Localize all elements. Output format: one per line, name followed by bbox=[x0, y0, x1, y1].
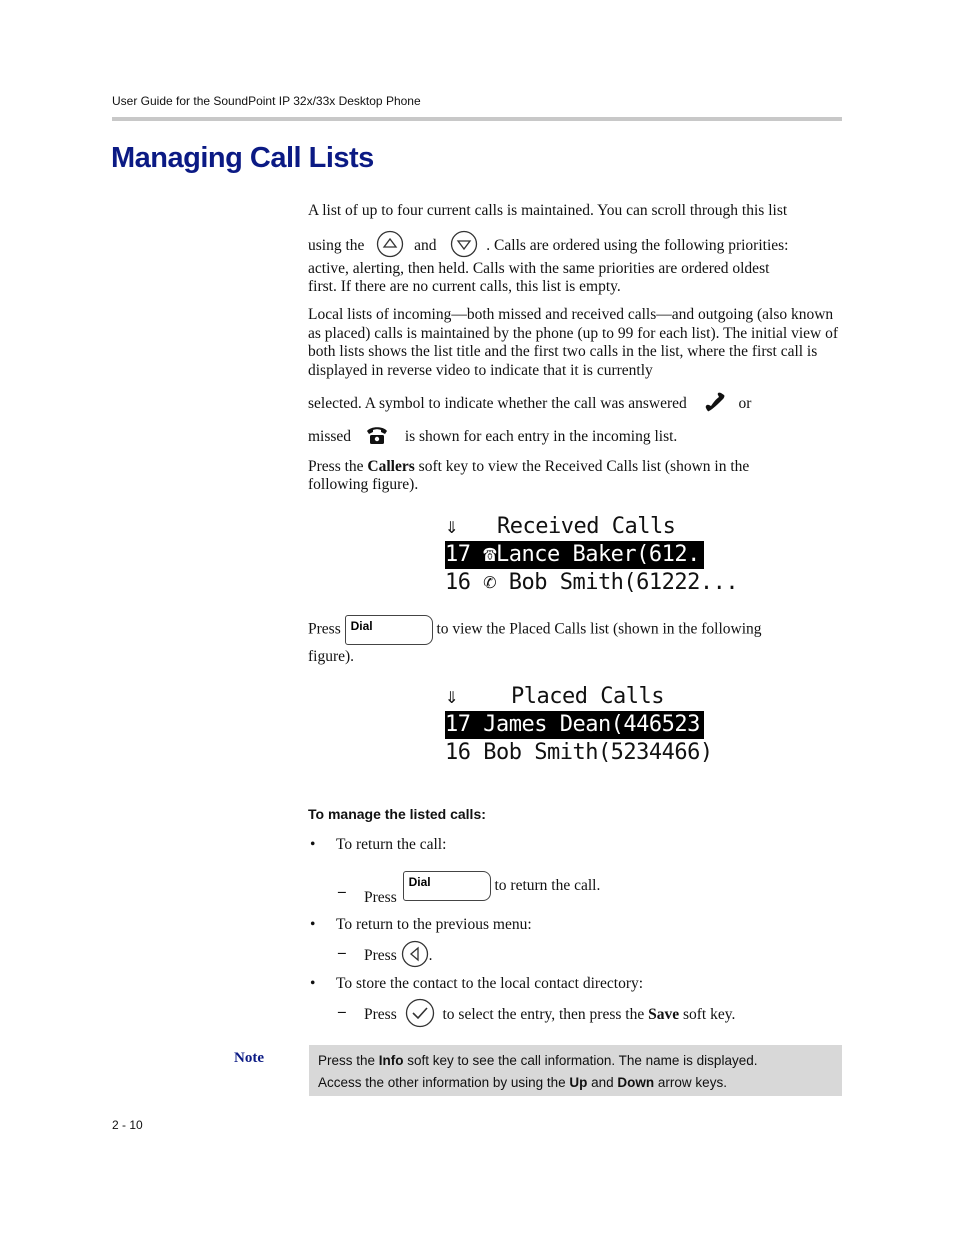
note-text-part: Press the bbox=[318, 1053, 379, 1068]
callers-softkey-name: Callers bbox=[367, 458, 415, 475]
para1-line4: first. If there are no current calls, this list is empty. bbox=[308, 278, 621, 295]
down-arrow-key-icon bbox=[450, 230, 478, 263]
left-arrow-key-icon bbox=[401, 940, 429, 973]
substep-text: Press bbox=[364, 1006, 397, 1024]
screen-title: Received Calls bbox=[497, 514, 676, 539]
substep-text: to select the entry, then press the bbox=[442, 1006, 649, 1024]
note-text-part: and bbox=[587, 1075, 618, 1090]
answered-handset-icon bbox=[703, 391, 727, 418]
para4-text: Press bbox=[308, 620, 341, 638]
select-check-key-icon bbox=[405, 998, 435, 1033]
substep-text: Press bbox=[364, 947, 397, 965]
substep-press-dial bbox=[364, 871, 601, 906]
para1-text: and bbox=[414, 237, 437, 255]
para1-line2 bbox=[308, 230, 788, 263]
up-key-name: Up bbox=[569, 1075, 588, 1090]
dash: – bbox=[338, 944, 346, 961]
placed-calls-screen bbox=[445, 683, 739, 767]
substep-text: soft key. bbox=[679, 1006, 736, 1024]
para1-line3: active, alerting, then held. Calls with the same priorities are ordered oldest bbox=[308, 260, 770, 277]
info-softkey-name: Info bbox=[378, 1053, 404, 1068]
para1-text: using the bbox=[308, 237, 365, 255]
header-rule bbox=[112, 117, 842, 121]
para2-text: or bbox=[738, 395, 752, 413]
note-label: Note bbox=[234, 1050, 264, 1066]
dial-softkey-icon bbox=[403, 871, 491, 901]
bullet: • bbox=[310, 836, 316, 853]
selected-call-row: 17 ☎Lance Baker(612... bbox=[445, 542, 726, 567]
para2-missed-line bbox=[308, 424, 677, 451]
para2-answered-line bbox=[308, 391, 751, 418]
screen-title: Placed Calls bbox=[511, 684, 664, 709]
down-key-name: Down bbox=[617, 1075, 655, 1090]
page-number: 2 - 10 bbox=[112, 1118, 143, 1132]
para2-text: missed bbox=[308, 428, 352, 446]
para2-text: is shown for each entry in the incoming list. bbox=[404, 428, 678, 446]
substep-text: Press bbox=[364, 888, 397, 906]
step-return-call: To return the call: bbox=[336, 836, 447, 853]
note-text-part: Access the other information by using the bbox=[318, 1075, 570, 1090]
para1-text: . Calls are ordered using the following priorities: bbox=[486, 237, 789, 255]
dial-softkey-icon bbox=[345, 615, 433, 645]
substep-press-select bbox=[364, 998, 735, 1033]
para3-line1 bbox=[308, 458, 749, 476]
missed-phone-icon bbox=[365, 424, 389, 451]
para2-text: selected. A symbol to indicate whether the call was answered bbox=[308, 395, 687, 413]
note-text-part: arrow keys. bbox=[654, 1075, 727, 1090]
para3-text: Press the bbox=[308, 458, 368, 475]
softkey-label: Dial bbox=[408, 875, 431, 889]
para4-line1 bbox=[308, 615, 762, 645]
substep-text: . bbox=[428, 947, 433, 965]
note-line-2 bbox=[318, 1072, 757, 1094]
para3-text: soft key to view the Received Calls list (shown in the bbox=[414, 458, 750, 475]
screen-title-row bbox=[445, 683, 707, 711]
section-title: Managing Call Lists bbox=[111, 142, 374, 174]
list-icon: ⇓ bbox=[445, 684, 458, 709]
note-line-1 bbox=[318, 1050, 757, 1072]
bullet: • bbox=[310, 975, 316, 992]
note-box bbox=[309, 1045, 842, 1096]
save-softkey-name: Save bbox=[648, 1006, 680, 1024]
running-header: User Guide for the SoundPoint IP 32x/33x Desktop Phone bbox=[112, 94, 421, 108]
substep-text: to return the call. bbox=[494, 876, 601, 894]
note-text bbox=[318, 1050, 757, 1094]
dash: – bbox=[338, 1003, 346, 1020]
para4-line2: figure). bbox=[308, 648, 355, 665]
received-calls-screen bbox=[445, 513, 739, 597]
para3-line2: following figure). bbox=[308, 476, 419, 493]
step-store-contact: To store the contact to the local contact directory: bbox=[336, 975, 644, 992]
para1-line1: A list of up to four current calls is maintained. You can scroll through this list bbox=[308, 202, 788, 219]
list-icon: ⇓ bbox=[445, 514, 458, 539]
note-text-part: soft key to see the call information. The name is displayed. bbox=[403, 1053, 758, 1068]
procedure-heading: To manage the listed calls: bbox=[308, 806, 486, 822]
step-previous-menu: To return to the previous menu: bbox=[336, 916, 532, 933]
para2-text: Local lists of incoming—both missed and received calls—and outgoing (also known as placed) calls is maintained by the phone (up to 99 for each list). The initial view of both lists shows the list title and the first two calls in the list, where the first call is displayed in reverse video to indicate that it is currently bbox=[308, 306, 839, 379]
call-row: 16 ✆ Bob Smith(61222... bbox=[445, 570, 739, 595]
bullet: • bbox=[310, 916, 316, 933]
screen-title-row bbox=[445, 513, 707, 541]
para4-text: to view the Placed Calls list (shown in the following bbox=[436, 620, 762, 638]
selected-call-row: 17 James Dean(446523... bbox=[445, 712, 739, 737]
substep-press-left bbox=[364, 940, 432, 973]
dash: – bbox=[338, 883, 346, 900]
call-row: 16 Bob Smith(5234466) bbox=[445, 740, 713, 765]
up-arrow-key-icon bbox=[376, 230, 404, 263]
softkey-label: Dial bbox=[350, 619, 373, 633]
